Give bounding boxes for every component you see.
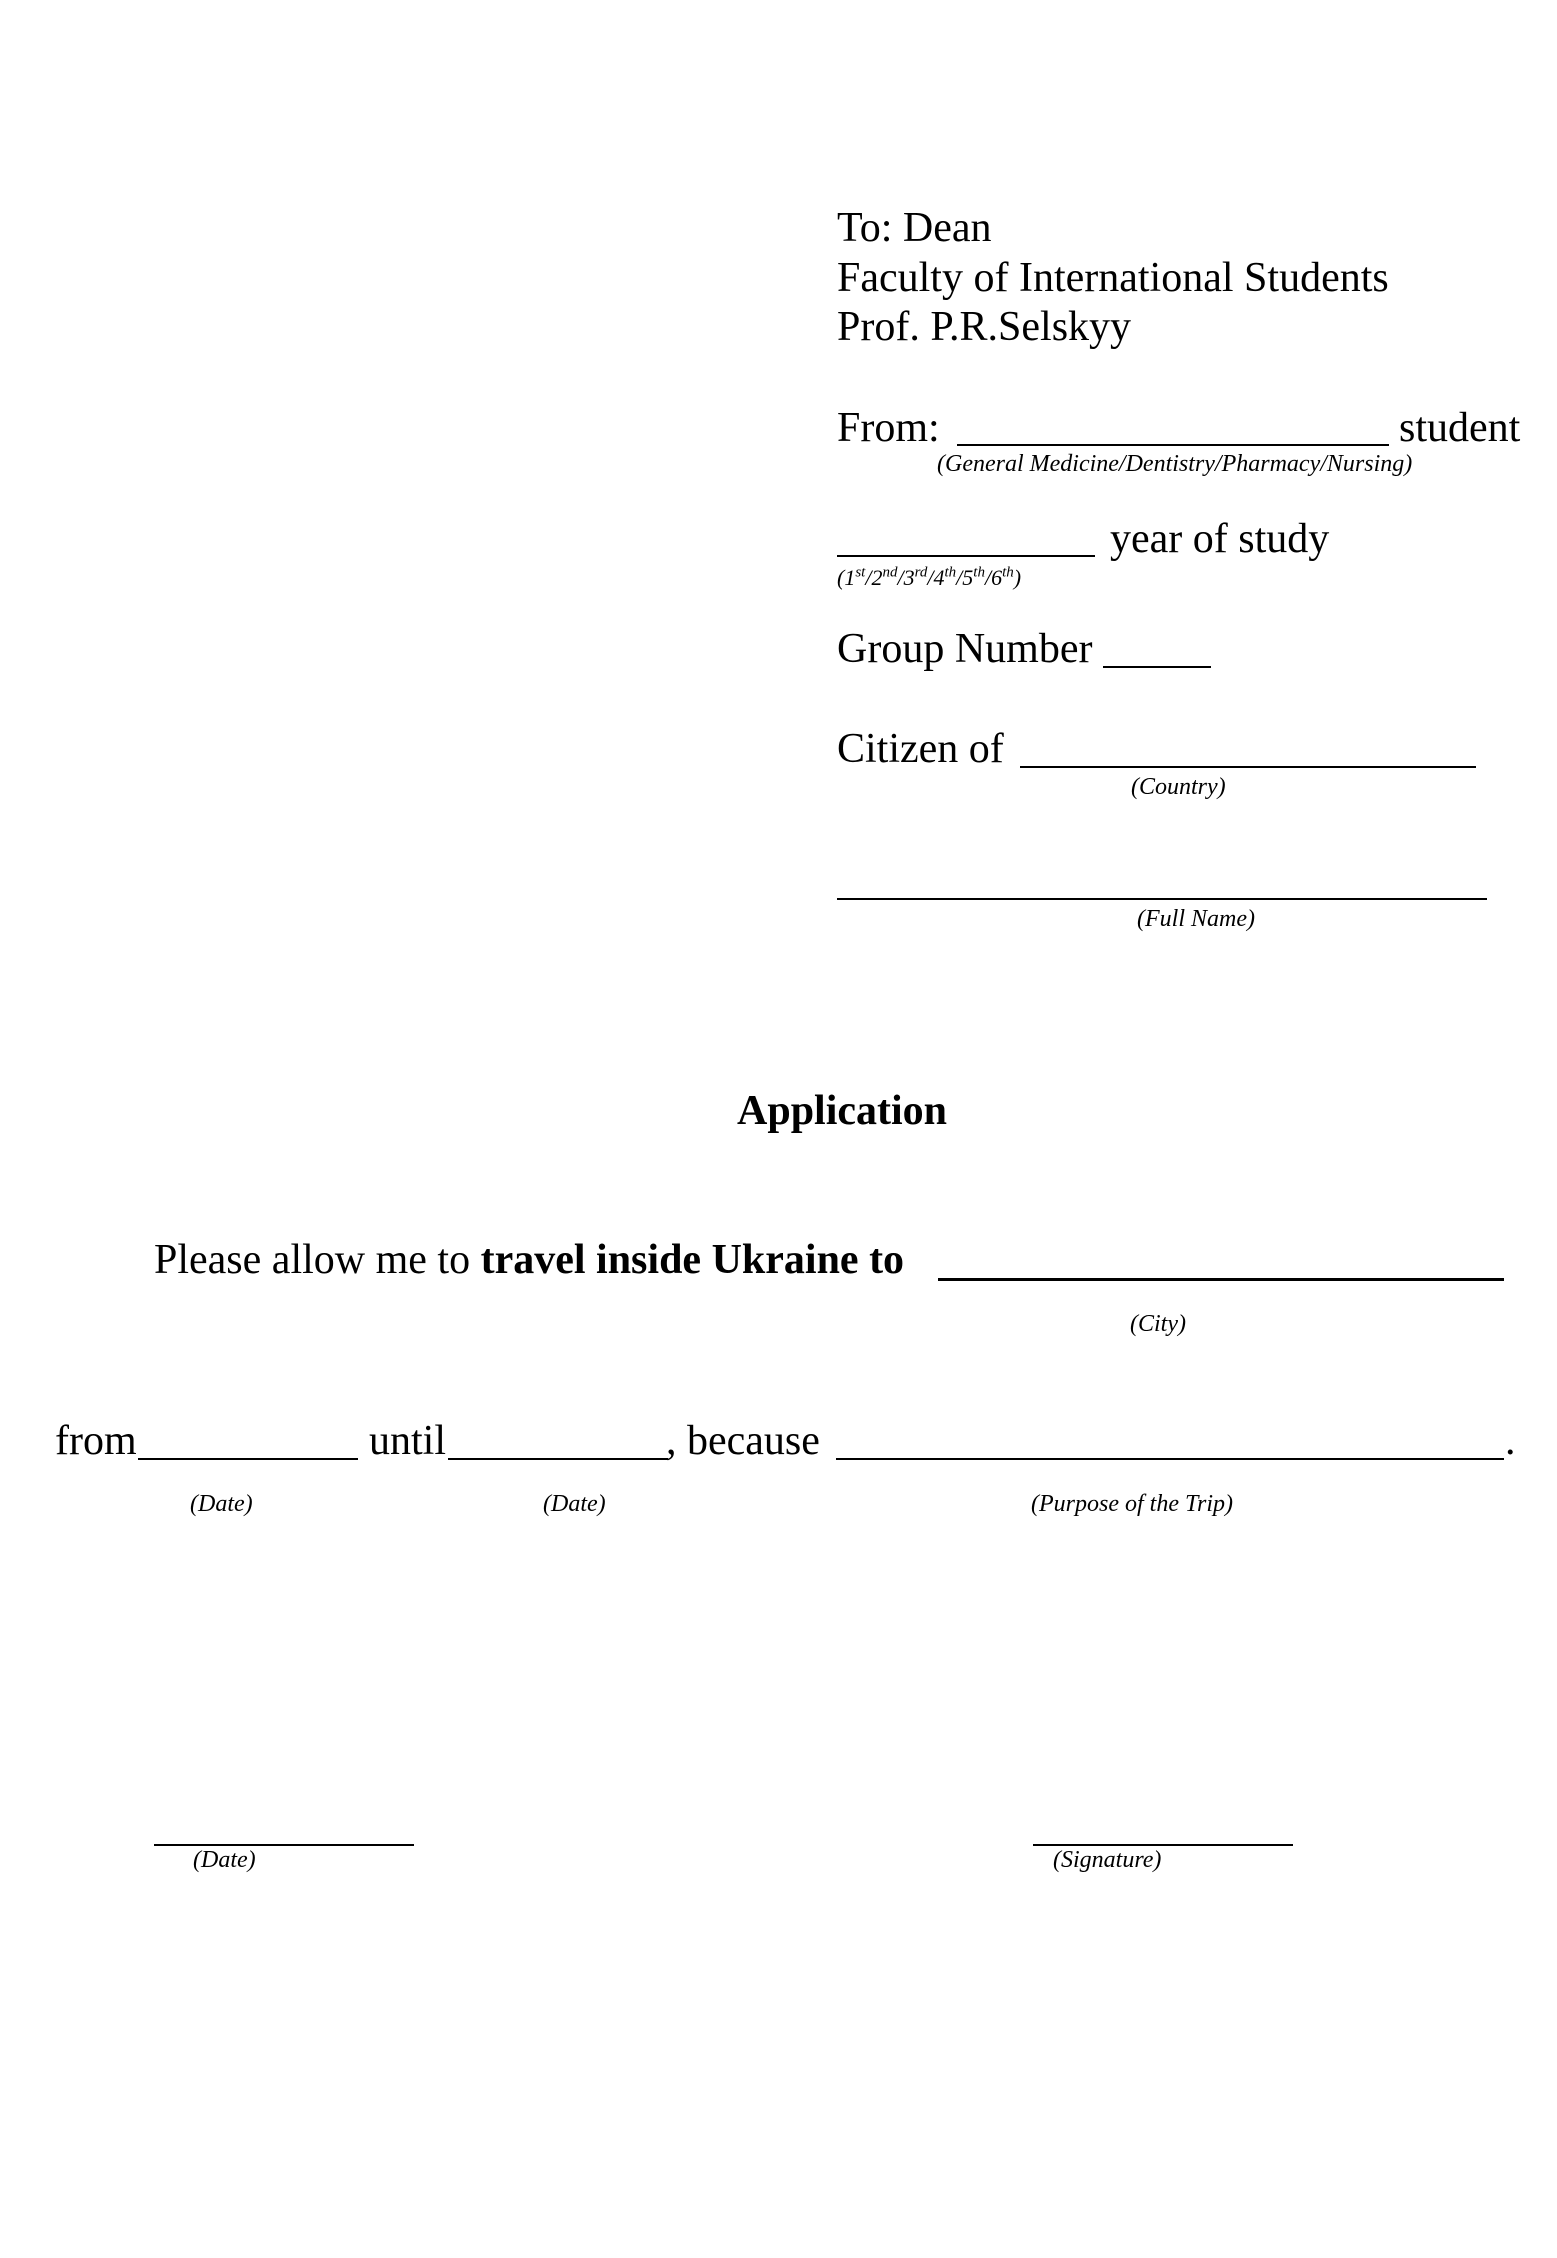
from-date-hint: (Date): [190, 1491, 253, 1517]
year-suffix: year of study: [1110, 516, 1330, 562]
until-label: until: [369, 1418, 447, 1464]
year-field-line[interactable]: [837, 555, 1095, 557]
citizen-field-line[interactable]: [1020, 766, 1476, 768]
recipient-to: To: Dean: [837, 205, 992, 251]
signoff-date-hint: (Date): [193, 1847, 256, 1873]
fullname-hint: (Full Name): [1137, 906, 1255, 932]
citizen-label: Citizen of: [837, 726, 1004, 772]
fullname-field-line[interactable]: [837, 898, 1487, 900]
city-hint: (City): [1130, 1311, 1186, 1337]
signoff-date-field-line[interactable]: [154, 1844, 414, 1846]
purpose-field-line[interactable]: [836, 1458, 1504, 1460]
purpose-hint: (Purpose of the Trip): [1031, 1491, 1233, 1517]
signature-hint: (Signature): [1053, 1847, 1162, 1873]
year-hint: (1st/2nd/3rd/4th/5th/6th): [837, 564, 1022, 590]
group-field-line[interactable]: [1103, 666, 1211, 668]
document-title: Application: [737, 1088, 948, 1134]
from-label: From:: [837, 405, 940, 451]
until-date-field-line[interactable]: [448, 1458, 668, 1460]
until-date-hint: (Date): [543, 1491, 606, 1517]
citizen-hint: (Country): [1131, 774, 1226, 800]
recipient-prof: Prof. P.R.Selskyy: [837, 304, 1132, 350]
recipient-faculty: Faculty of International Students: [837, 255, 1389, 301]
signature-field-line[interactable]: [1033, 1844, 1293, 1846]
group-label: Group Number: [837, 626, 1093, 672]
from-date-label: from: [55, 1418, 137, 1464]
from-date-field-line[interactable]: [138, 1458, 358, 1460]
body-lead-plain: Please allow me to: [154, 1237, 481, 1283]
from-suffix: student: [1399, 405, 1521, 451]
body-line-1: [154, 1239, 904, 1281]
because-label: , because: [666, 1418, 820, 1464]
sentence-period: .: [1505, 1418, 1516, 1464]
from-field-line[interactable]: [957, 444, 1389, 446]
from-hint: (General Medicine/Dentistry/Pharmacy/Nursing): [937, 451, 1413, 477]
body-lead-bold: travel inside Ukraine to: [480, 1237, 905, 1283]
city-field-line[interactable]: [938, 1278, 1504, 1281]
